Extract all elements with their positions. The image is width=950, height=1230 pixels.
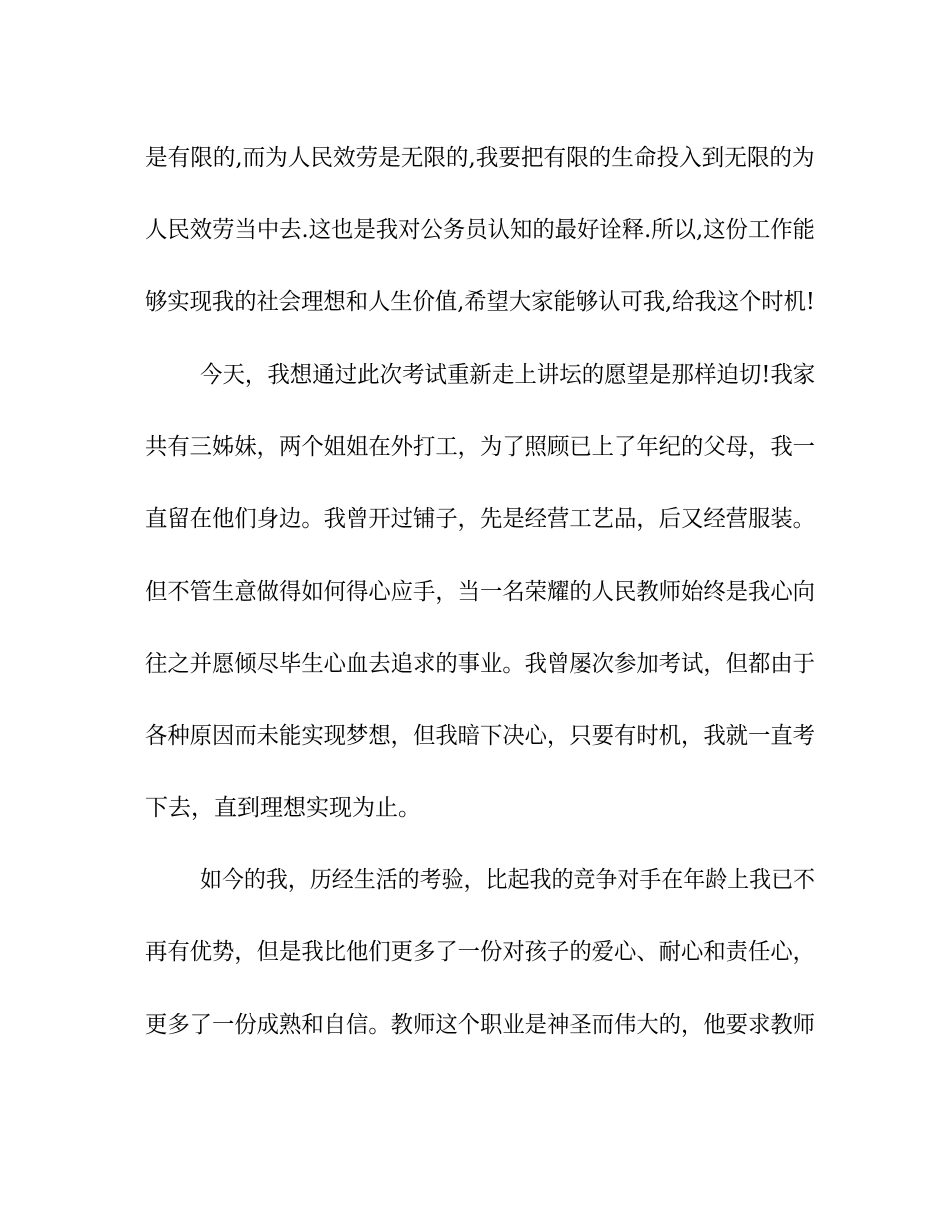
text-line: 直留在他们身边。我曾开过铺子，先是经营工艺品，后又经营服装。 [145, 506, 815, 532]
text-line: 够实现我的社会理想和人生价值,希望大家能够认可我,给我这个时机! [145, 289, 815, 315]
text-line: 下去，直到理想实现为止。 [145, 795, 421, 821]
text-line: 更多了一份成熟和自信。教师这个职业是神圣而伟大的，他要求教师 [145, 1012, 815, 1038]
text-line: 再有优势，但是我比他们更多了一份对孩子的爱心、耐心和责任心， [145, 939, 815, 965]
paragraph-first-line: 如今的我，历经生活的考验，比起我的竞争对手在年龄上我已不 [200, 867, 816, 893]
text-line: 各种原因而未能实现梦想，但我暗下决心，只要有时机，我就一直考 [145, 723, 815, 749]
paragraph-first-line: 今天，我想通过此次考试重新走上讲坛的愿望是那样迫切!我家 [200, 362, 816, 388]
text-line: 往之并愿倾尽毕生心血去追求的事业。我曾屡次参加考试，但都由于 [145, 651, 815, 677]
text-line: 是有限的,而为人民效劳是无限的,我要把有限的生命投入到无限的为 [145, 145, 815, 171]
text-line: 人民效劳当中去.这也是我对公务员认知的最好诠释.所以,这份工作能 [145, 217, 815, 243]
text-line: 共有三姊妹，两个姐姐在外打工，为了照顾已上了年纪的父母，我一 [145, 434, 815, 460]
text-line: 但不管生意做得如何得心应手，当一名荣耀的人民教师始终是我心向 [145, 579, 815, 605]
